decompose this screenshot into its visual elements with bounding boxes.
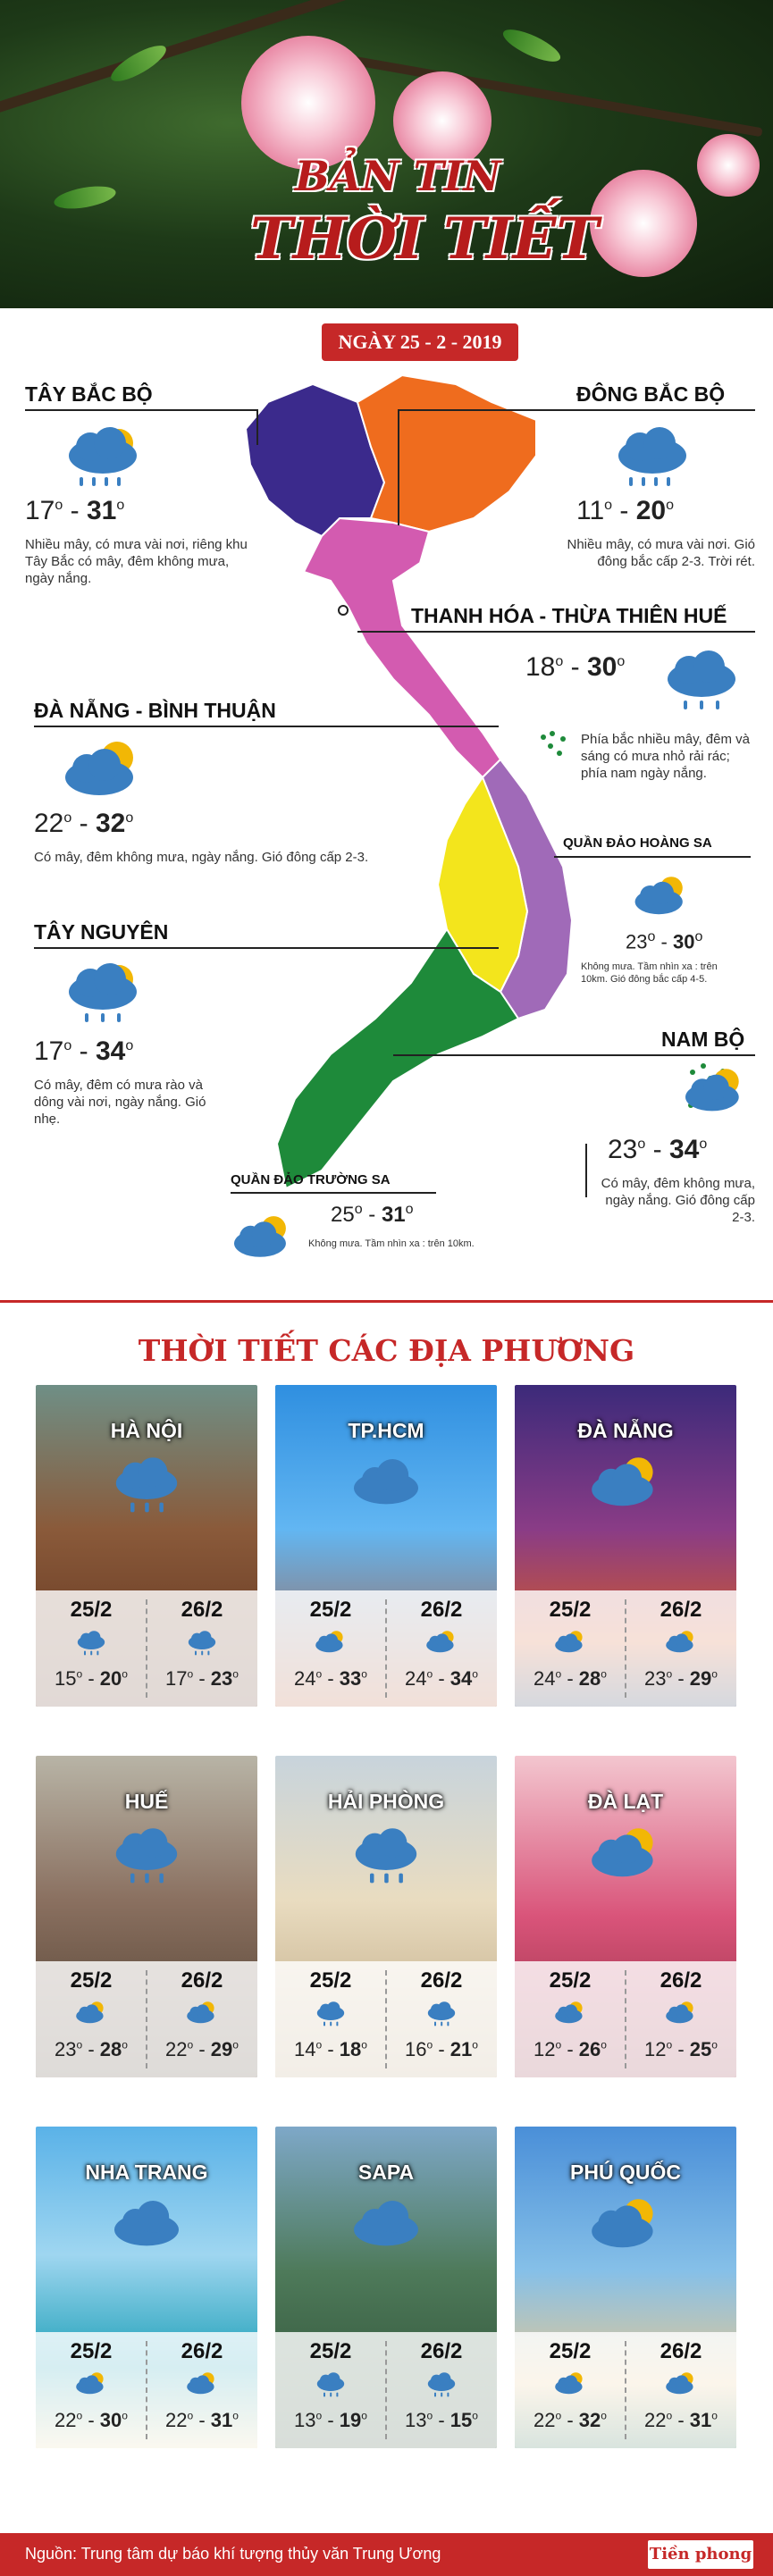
temperature-range: 22$^o$ - 32$^o$ xyxy=(34,809,134,838)
rain-cloud-icon xyxy=(608,420,697,495)
sun-cloud-icon xyxy=(184,1999,220,2027)
rain-cloud-icon xyxy=(106,1451,187,1515)
sun-cloud-icon xyxy=(663,1628,699,1657)
blossom-graphic xyxy=(590,170,697,277)
source-text: Nguồn: Trung tâm dự báo khí tượng thủy văn Trung Ương xyxy=(25,2545,441,2563)
cloud-icon xyxy=(346,2193,426,2257)
region-description: Có mây, đêm có mưa rào và dông vài nơi, ngày nắng. Gió nhẹ. xyxy=(34,1078,206,1127)
island-description: Không mưa. Tầm nhìn xa : trên 10km. xyxy=(308,1238,475,1249)
temperature-range: 25$^o$ - 31$^o$ xyxy=(331,1202,414,1227)
island-title: QUẦN ĐẢO TRƯỜNG SA xyxy=(231,1172,391,1187)
rain-cloud-icon xyxy=(313,2370,349,2398)
section-title: THỜI TIẾT CÁC ĐỊA PHƯƠNG xyxy=(138,1333,635,1368)
day-separator xyxy=(625,2341,626,2439)
forecast-temperature: 22$^o$ - 30$^o$ xyxy=(55,2409,128,2431)
city-card xyxy=(515,1385,736,1707)
day-separator xyxy=(146,2341,147,2439)
temperature-range: 23$^o$ - 30$^o$ xyxy=(626,929,703,953)
forecast-day xyxy=(626,1961,736,2077)
sun-cloud-icon xyxy=(313,1628,349,1657)
forecast-date: 26/2 xyxy=(420,1968,463,1993)
forecast-day xyxy=(36,1590,147,1707)
region-title: NAM BỘ xyxy=(661,1028,745,1051)
region-description: Phía bắc nhiều mây, đêm và sáng có mưa nhỏ rải rác; phía nam ngày nắng. xyxy=(581,732,750,781)
forecast-panel xyxy=(515,1961,736,2077)
forecast-date: 25/2 xyxy=(70,1968,113,1993)
sun-cloud-icon xyxy=(424,1628,459,1657)
forecast-panel xyxy=(515,2332,736,2448)
sun-cloud-icon xyxy=(552,1999,588,2027)
city-name: ĐÀ LẠT xyxy=(587,1790,664,1813)
rain-cloud-icon xyxy=(313,1999,349,2027)
connector-line xyxy=(34,947,499,949)
rain-cloud-icon xyxy=(184,1628,220,1657)
city-card xyxy=(515,1756,736,2077)
title-top: BẢN TIN xyxy=(295,152,501,200)
forecast-date: 26/2 xyxy=(660,2339,702,2363)
day-separator xyxy=(625,1970,626,2068)
connector-line xyxy=(554,856,751,858)
connector-line xyxy=(398,409,755,411)
forecast-temperature: 22$^o$ - 31$^o$ xyxy=(165,2409,239,2431)
forecast-temperature: 22$^o$ - 31$^o$ xyxy=(644,2409,718,2431)
forecast-day xyxy=(386,1590,497,1707)
temperature-range: 17$^o$ - 31$^o$ xyxy=(25,496,125,525)
forecast-date: 26/2 xyxy=(181,1968,223,1993)
region-title: ĐÔNG BẮC BỘ xyxy=(576,382,726,406)
forecast-panel xyxy=(36,2332,257,2448)
city-name: PHÚ QUỐC xyxy=(570,2161,681,2184)
forecast-temperature: 24$^o$ - 28$^o$ xyxy=(534,1667,607,1690)
forecast-temperature: 22$^o$ - 29$^o$ xyxy=(165,2038,239,2060)
sun-cloud-icon xyxy=(679,1063,751,1122)
region-title: ĐÀ NẴNG - BÌNH THUẬN xyxy=(34,699,276,722)
connector-line xyxy=(231,1192,436,1194)
sun-cloud-icon xyxy=(663,2370,699,2398)
forecast-date: 25/2 xyxy=(549,1968,592,1993)
forecast-temperature: 12$^o$ - 25$^o$ xyxy=(644,2038,718,2060)
forecast-panel xyxy=(275,2332,497,2448)
forecast-temperature: 24$^o$ - 33$^o$ xyxy=(294,1667,367,1690)
forecast-panel xyxy=(36,1961,257,2077)
forecast-panel xyxy=(36,1590,257,1707)
blossom-graphic xyxy=(241,36,375,170)
island-title: QUẦN ĐẢO HOÀNG SA xyxy=(563,835,712,851)
title-bottom: THỜI TIẾT xyxy=(250,206,600,273)
forecast-date: 26/2 xyxy=(660,1598,702,1622)
temperature-range: 18$^o$ - 30$^o$ xyxy=(525,652,626,682)
region-description: Nhiều mây, có mưa vài nơi, riêng khu Tây Bắc có mây, đêm không mưa, ngày nắng. xyxy=(25,537,248,586)
blossom-graphic xyxy=(697,134,760,197)
forecast-date: 26/2 xyxy=(181,2339,223,2363)
forecast-date: 25/2 xyxy=(70,1598,113,1622)
forecast-date: 25/2 xyxy=(309,2339,352,2363)
city-name: HÀ NỘI xyxy=(110,1419,183,1442)
temperature-range: 11$^o$ - 20$^o$ xyxy=(576,496,675,525)
forecast-day xyxy=(515,1590,626,1707)
sun-cloud-icon xyxy=(585,1451,666,1515)
forecast-day xyxy=(36,1961,147,2077)
forecast-date: 25/2 xyxy=(309,1598,352,1622)
day-separator xyxy=(385,1599,387,1698)
city-name: HUẾ xyxy=(124,1790,169,1813)
sun-cloud-icon xyxy=(58,734,147,810)
region-title: TÂY BẮC BỘ xyxy=(25,382,153,406)
forecast-date: 26/2 xyxy=(420,2339,463,2363)
forecast-date: 25/2 xyxy=(549,1598,592,1622)
city-card xyxy=(36,1385,257,1707)
forecast-day xyxy=(147,2332,257,2448)
connector-line xyxy=(398,409,399,525)
day-separator xyxy=(385,1970,387,2068)
rain-cloud-icon xyxy=(424,2370,459,2398)
region-description: Có mây, đêm không mưa, ngày nắng. Gió đông cấp 2-3. xyxy=(601,1176,755,1225)
rain-cloud-icon xyxy=(657,643,746,718)
forecast-temperature: 13$^o$ - 19$^o$ xyxy=(294,2409,367,2431)
forecast-temperature: 24$^o$ - 34$^o$ xyxy=(405,1667,478,1690)
forecast-date: 25/2 xyxy=(70,2339,113,2363)
sun-cloud-icon xyxy=(552,1628,588,1657)
forecast-day xyxy=(36,2332,147,2448)
map-marker xyxy=(339,606,348,615)
forecast-temperature: 23$^o$ - 29$^o$ xyxy=(644,1667,718,1690)
forecast-temperature: 14$^o$ - 18$^o$ xyxy=(294,2038,367,2060)
forecast-temperature: 22$^o$ - 32$^o$ xyxy=(534,2409,607,2431)
paracel-islands-graphic xyxy=(538,728,574,760)
forecast-date: 26/2 xyxy=(181,1598,223,1622)
connector-line xyxy=(25,409,257,411)
forecast-temperature: 15$^o$ - 20$^o$ xyxy=(55,1667,128,1690)
forecast-panel xyxy=(275,1590,497,1707)
header-banner xyxy=(0,0,773,308)
sun-cloud-icon xyxy=(585,1822,666,1886)
forecast-panel xyxy=(515,1590,736,1707)
rain-cloud-icon xyxy=(73,1628,109,1657)
forecast-day xyxy=(515,1961,626,2077)
sun-cloud-icon xyxy=(184,2370,220,2398)
city-card xyxy=(275,2127,497,2448)
region-description: Nhiều mây, có mưa vài nơi. Gió đông bắc cấp 2-3. Trời rét. xyxy=(567,537,755,569)
forecast-temperature: 16$^o$ - 21$^o$ xyxy=(405,2038,478,2060)
island-description: Không mưa. Tầm nhìn xa : trên 10km. Gió đông bắc cấp 4-5. xyxy=(581,961,718,985)
sun-cloud-icon xyxy=(73,1999,109,2027)
city-card xyxy=(36,1756,257,2077)
forecast-day xyxy=(386,2332,497,2448)
map-region-north-central xyxy=(304,518,500,777)
forecast-day xyxy=(275,2332,386,2448)
forecast-date: 26/2 xyxy=(660,1968,702,1993)
rain-cloud-icon xyxy=(58,420,147,495)
forecast-date: 26/2 xyxy=(420,1598,463,1622)
city-card xyxy=(275,1756,497,2077)
leaf-graphic xyxy=(500,23,565,68)
forecast-panel xyxy=(275,1961,497,2077)
rain-cloud-icon xyxy=(346,1822,426,1886)
forecast-day xyxy=(147,1590,257,1707)
forecast-day xyxy=(515,2332,626,2448)
day-separator xyxy=(146,1599,147,1698)
connector-line xyxy=(34,726,499,727)
forecast-day xyxy=(626,1590,736,1707)
forecast-temperature: 23$^o$ - 28$^o$ xyxy=(55,2038,128,2060)
region-title: THANH HÓA - THỪA THIÊN HUẾ xyxy=(411,604,727,627)
connector-line xyxy=(393,1054,755,1056)
sun-cloud-icon xyxy=(73,2370,109,2398)
rain-cloud-icon xyxy=(106,1822,187,1886)
connector-line xyxy=(357,631,755,633)
cloud-icon xyxy=(106,2193,187,2257)
forecast-temperature: 17$^o$ - 23$^o$ xyxy=(165,1667,239,1690)
forecast-temperature: 12$^o$ - 26$^o$ xyxy=(534,2038,607,2060)
map-region-northeast xyxy=(357,375,536,532)
vietnam-map xyxy=(214,366,590,1224)
forecast-date: 25/2 xyxy=(309,1968,352,1993)
forecast-day xyxy=(275,1961,386,2077)
region-title: TÂY NGUYÊN xyxy=(34,920,169,944)
footer xyxy=(0,2533,773,2576)
day-separator xyxy=(385,2341,387,2439)
city-name: SAPA xyxy=(357,2161,415,2184)
cloud-icon xyxy=(346,1451,426,1515)
forecast-day xyxy=(386,1961,497,2077)
city-name: HẢI PHÒNG xyxy=(327,1790,445,1813)
rain-cloud-icon xyxy=(58,956,147,1031)
region-description: Có mây, đêm không mưa, ngày nắng. Gió đông cấp 2-3. xyxy=(34,850,369,865)
date-badge: NGÀY 25 - 2 - 2019 xyxy=(322,323,518,361)
city-name: NHA TRANG xyxy=(85,2161,208,2184)
city-name: TP.HCM xyxy=(348,1419,424,1442)
city-card xyxy=(36,2127,257,2448)
sun-cloud-icon xyxy=(228,1211,298,1268)
connector-line xyxy=(585,1144,587,1197)
forecast-date: 25/2 xyxy=(549,2339,592,2363)
brand-logo: Tiền phong xyxy=(648,2540,753,2569)
day-separator xyxy=(625,1599,626,1698)
forecast-day xyxy=(147,1961,257,2077)
day-separator xyxy=(146,1970,147,2068)
sun-cloud-icon xyxy=(663,1999,699,2027)
forecast-day xyxy=(275,1590,386,1707)
temperature-range: 23$^o$ - 34$^o$ xyxy=(608,1135,708,1164)
city-name: ĐÀ NẴNG xyxy=(577,1419,674,1442)
rain-cloud-icon xyxy=(424,1999,459,2027)
connector-line xyxy=(256,409,258,445)
section-divider xyxy=(0,1300,773,1303)
leaf-graphic xyxy=(53,182,118,213)
city-card xyxy=(275,1385,497,1707)
city-card xyxy=(515,2127,736,2448)
sun-cloud-icon xyxy=(552,2370,588,2398)
temperature-range: 17$^o$ - 34$^o$ xyxy=(34,1036,134,1066)
forecast-day xyxy=(626,2332,736,2448)
sun-cloud-icon xyxy=(585,2193,666,2257)
forecast-temperature: 13$^o$ - 15$^o$ xyxy=(405,2409,478,2431)
sun-cloud-icon xyxy=(630,871,693,925)
